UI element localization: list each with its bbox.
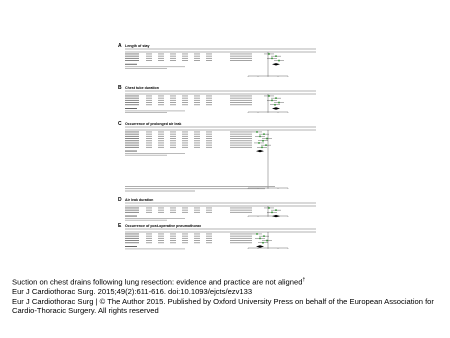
ci-text-bar bbox=[230, 56, 252, 57]
study-name-bar bbox=[125, 58, 139, 59]
data-cell-bar bbox=[170, 143, 176, 144]
data-cell-bar bbox=[158, 238, 164, 239]
data-cell-bar bbox=[206, 134, 212, 135]
data-cell-bar bbox=[194, 56, 200, 57]
total-label-bar bbox=[125, 151, 137, 152]
caption-dagger: † bbox=[302, 277, 306, 283]
data-cell-bar bbox=[170, 134, 176, 135]
overall-effect-text-bar bbox=[125, 68, 167, 69]
study-name-bar bbox=[125, 210, 139, 211]
study-name-bar bbox=[125, 145, 139, 146]
data-cell-bar bbox=[170, 132, 176, 133]
study-name-bar bbox=[125, 147, 139, 148]
ci-text-bar bbox=[230, 132, 252, 133]
ci-text-bar bbox=[230, 54, 252, 55]
ci-text-bar bbox=[230, 143, 252, 144]
total-label-bar bbox=[125, 64, 137, 65]
panel-letter: B bbox=[118, 85, 122, 91]
data-cell-bar bbox=[206, 58, 212, 59]
data-cell-bar bbox=[182, 60, 188, 61]
ci-text-bar bbox=[230, 98, 252, 99]
data-cell-bar bbox=[170, 102, 176, 103]
data-cell-bar bbox=[146, 143, 152, 144]
data-cell-bar bbox=[158, 147, 164, 148]
data-cell-bar bbox=[146, 98, 152, 99]
data-cell-bar bbox=[158, 236, 164, 237]
study-name-bar bbox=[125, 234, 139, 235]
data-cell-bar bbox=[170, 138, 176, 139]
data-cell-bar bbox=[158, 145, 164, 146]
data-cell-bar bbox=[158, 140, 164, 141]
data-cell-bar bbox=[206, 56, 212, 57]
data-cell-bar bbox=[206, 238, 212, 239]
effect-square bbox=[262, 242, 264, 244]
study-name-bar bbox=[125, 143, 139, 144]
data-cell-bar bbox=[182, 236, 188, 237]
heterogeneity-text-bar bbox=[125, 218, 185, 219]
data-cell-bar bbox=[182, 210, 188, 211]
data-cell-bar bbox=[206, 136, 212, 137]
data-cell-bar bbox=[182, 212, 188, 213]
ci-text-bar bbox=[230, 136, 252, 137]
data-cell-bar bbox=[170, 56, 176, 57]
data-cell-bar bbox=[182, 56, 188, 57]
ci-text-bar bbox=[230, 236, 252, 237]
data-cell-bar bbox=[206, 54, 212, 55]
study-name-bar bbox=[125, 102, 139, 103]
study-name-bar bbox=[125, 212, 139, 213]
effect-square bbox=[268, 207, 270, 209]
data-cell-bar bbox=[206, 140, 212, 141]
data-cell-bar bbox=[146, 100, 152, 101]
data-cell-bar bbox=[158, 242, 164, 243]
data-cell-bar bbox=[194, 98, 200, 99]
data-cell-bar bbox=[194, 102, 200, 103]
data-cell-bar bbox=[182, 238, 188, 239]
data-cell-bar bbox=[170, 100, 176, 101]
data-cell-bar bbox=[170, 145, 176, 146]
effect-square bbox=[278, 102, 280, 104]
data-cell-bar bbox=[158, 240, 164, 241]
heterogeneity-text-bar bbox=[125, 111, 185, 112]
study-name-bar bbox=[125, 240, 139, 241]
panel-title: Air leak duration bbox=[125, 198, 154, 202]
ci-text-bar bbox=[230, 208, 252, 209]
effect-square bbox=[275, 55, 277, 57]
panel-title: Length of stay bbox=[125, 44, 150, 48]
data-cell-bar bbox=[182, 208, 188, 209]
data-cell-bar bbox=[146, 212, 152, 213]
data-cell-bar bbox=[170, 238, 176, 239]
data-cell-bar bbox=[170, 136, 176, 137]
data-cell-bar bbox=[158, 100, 164, 101]
data-cell-bar bbox=[170, 236, 176, 237]
panel-letter: C bbox=[118, 121, 122, 127]
data-cell-bar bbox=[170, 58, 176, 59]
data-cell-bar bbox=[170, 212, 176, 213]
ci-text-bar bbox=[230, 147, 252, 148]
data-cell-bar bbox=[194, 234, 200, 235]
data-cell-bar bbox=[158, 98, 164, 99]
data-cell-bar bbox=[194, 242, 200, 243]
effect-square bbox=[259, 238, 261, 240]
data-cell-bar bbox=[158, 54, 164, 55]
data-cell-bar bbox=[146, 147, 152, 148]
study-name-bar bbox=[125, 236, 139, 237]
effect-square bbox=[278, 60, 280, 62]
data-cell-bar bbox=[146, 104, 152, 105]
data-cell-bar bbox=[194, 208, 200, 209]
ci-text-bar bbox=[230, 212, 252, 213]
data-cell-bar bbox=[194, 60, 200, 61]
study-name-bar bbox=[125, 56, 139, 57]
data-cell-bar bbox=[146, 102, 152, 103]
data-cell-bar bbox=[182, 54, 188, 55]
data-cell-bar bbox=[170, 210, 176, 211]
heterogeneity-text-bar bbox=[125, 153, 185, 154]
data-cell-bar bbox=[146, 145, 152, 146]
ci-text-bar bbox=[230, 102, 252, 103]
study-name-bar bbox=[125, 138, 139, 139]
data-cell-bar bbox=[194, 210, 200, 211]
data-cell-bar bbox=[170, 208, 176, 209]
data-cell-bar bbox=[158, 210, 164, 211]
caption-citation: Eur J Cardiothorac Surg. 2015;49(2):611-616. doi:10.1093/ejcts/ezv133 bbox=[12, 287, 253, 297]
study-name-bar bbox=[125, 238, 139, 239]
panel-c-note-bar bbox=[125, 188, 265, 189]
panel-letter: E bbox=[118, 223, 122, 229]
data-cell-bar bbox=[206, 102, 212, 103]
panel-letter: D bbox=[118, 197, 122, 203]
ci-text-bar bbox=[230, 58, 252, 59]
panel-title: Occurrence of post-operative pneumothorax bbox=[125, 224, 202, 228]
ci-text-bar bbox=[230, 104, 252, 105]
data-cell-bar bbox=[158, 208, 164, 209]
data-cell-bar bbox=[170, 60, 176, 61]
data-cell-bar bbox=[158, 212, 164, 213]
data-cell-bar bbox=[146, 234, 152, 235]
effect-square bbox=[259, 136, 261, 138]
data-cell-bar bbox=[146, 236, 152, 237]
data-cell-bar bbox=[206, 210, 212, 211]
ci-text-bar bbox=[230, 60, 252, 61]
data-cell-bar bbox=[182, 96, 188, 97]
data-cell-bar bbox=[146, 238, 152, 239]
ci-text-bar bbox=[230, 145, 252, 146]
study-name-bar bbox=[125, 60, 139, 61]
caption-title: Suction on chest drains following lung resection: evidence and practice are not aligned bbox=[12, 277, 303, 287]
data-cell-bar bbox=[194, 100, 200, 101]
data-cell-bar bbox=[146, 96, 152, 97]
data-cell-bar bbox=[146, 134, 152, 135]
data-cell-bar bbox=[206, 138, 212, 139]
data-cell-bar bbox=[158, 56, 164, 57]
data-cell-bar bbox=[182, 132, 188, 133]
data-cell-bar bbox=[206, 98, 212, 99]
data-cell-bar bbox=[194, 147, 200, 148]
data-cell-bar bbox=[146, 132, 152, 133]
data-cell-bar bbox=[182, 145, 188, 146]
ci-text-bar bbox=[230, 238, 252, 239]
heterogeneity-text-bar bbox=[125, 66, 185, 67]
data-cell-bar bbox=[146, 60, 152, 61]
data-cell-bar bbox=[158, 234, 164, 235]
data-cell-bar bbox=[170, 240, 176, 241]
data-cell-bar bbox=[206, 147, 212, 148]
caption-copyright-2: Cardio-Thoracic Surgery. All rights reserved bbox=[12, 306, 159, 316]
ci-text-bar bbox=[230, 240, 252, 241]
data-cell-bar bbox=[194, 212, 200, 213]
effect-square bbox=[266, 240, 268, 242]
study-name-bar bbox=[125, 54, 139, 55]
data-cell-bar bbox=[182, 143, 188, 144]
data-cell-bar bbox=[158, 58, 164, 59]
data-cell-bar bbox=[146, 54, 152, 55]
study-name-bar bbox=[125, 134, 139, 135]
data-cell-bar bbox=[194, 236, 200, 237]
overall-effect-text-bar bbox=[125, 155, 167, 156]
data-cell-bar bbox=[158, 96, 164, 97]
data-cell-bar bbox=[194, 54, 200, 55]
data-cell-bar bbox=[170, 234, 176, 235]
data-cell-bar bbox=[182, 234, 188, 235]
study-name-bar bbox=[125, 140, 139, 141]
heterogeneity-text-bar bbox=[125, 249, 185, 250]
data-cell-bar bbox=[146, 140, 152, 141]
overall-effect-text-bar bbox=[125, 112, 167, 113]
effect-square bbox=[258, 142, 260, 144]
ci-text-bar bbox=[230, 140, 252, 141]
effect-square bbox=[265, 144, 267, 146]
data-cell-bar bbox=[206, 60, 212, 61]
data-cell-bar bbox=[182, 240, 188, 241]
ci-text-bar bbox=[230, 210, 252, 211]
effect-square bbox=[271, 100, 273, 102]
data-cell-bar bbox=[206, 145, 212, 146]
effect-square bbox=[266, 138, 268, 140]
panel-letter: A bbox=[118, 43, 122, 49]
study-name-bar bbox=[125, 100, 139, 101]
data-cell-bar bbox=[170, 96, 176, 97]
data-cell-bar bbox=[170, 147, 176, 148]
data-cell-bar bbox=[146, 208, 152, 209]
figure-caption bbox=[12, 276, 442, 316]
study-name-bar bbox=[125, 98, 139, 99]
forest-plot-figure bbox=[118, 40, 330, 250]
study-name-bar bbox=[125, 104, 139, 105]
effect-square bbox=[256, 233, 258, 235]
panel-title: Occurrence of prolonged air leak bbox=[125, 122, 182, 126]
data-cell-bar bbox=[182, 102, 188, 103]
data-cell-bar bbox=[182, 140, 188, 141]
data-cell-bar bbox=[146, 240, 152, 241]
data-cell-bar bbox=[206, 234, 212, 235]
data-cell-bar bbox=[182, 136, 188, 137]
data-cell-bar bbox=[194, 138, 200, 139]
effect-square bbox=[275, 97, 277, 99]
effect-square bbox=[263, 133, 265, 135]
ci-text-bar bbox=[230, 134, 252, 135]
effect-square bbox=[275, 209, 277, 211]
data-cell-bar bbox=[206, 240, 212, 241]
data-cell-bar bbox=[206, 132, 212, 133]
data-cell-bar bbox=[194, 145, 200, 146]
data-cell-bar bbox=[158, 60, 164, 61]
data-cell-bar bbox=[146, 136, 152, 137]
overall-effect-text-bar bbox=[125, 220, 167, 221]
ci-text-bar bbox=[230, 138, 252, 139]
data-cell-bar bbox=[206, 242, 212, 243]
data-cell-bar bbox=[194, 240, 200, 241]
caption-copyright-1: Eur J Cardiothorac Surg | © The Author 2015. Published by Oxford University Press on behalf of the European Association for bbox=[12, 296, 434, 306]
data-cell-bar bbox=[170, 104, 176, 105]
data-cell-bar bbox=[158, 132, 164, 133]
pooled-diamond bbox=[256, 150, 264, 152]
data-cell-bar bbox=[194, 132, 200, 133]
total-label-bar bbox=[125, 246, 137, 247]
data-cell-bar bbox=[158, 134, 164, 135]
data-cell-bar bbox=[182, 138, 188, 139]
data-cell-bar bbox=[182, 242, 188, 243]
study-name-bar bbox=[125, 208, 139, 209]
data-cell-bar bbox=[206, 236, 212, 237]
data-cell-bar bbox=[194, 136, 200, 137]
effect-square bbox=[262, 140, 264, 142]
data-cell-bar bbox=[146, 56, 152, 57]
data-cell-bar bbox=[170, 98, 176, 99]
study-name-bar bbox=[125, 242, 139, 243]
effect-square bbox=[271, 212, 273, 214]
pooled-diamond bbox=[256, 245, 264, 247]
data-cell-bar bbox=[170, 54, 176, 55]
panel-c-note-bar bbox=[125, 191, 195, 192]
effect-square bbox=[263, 235, 265, 237]
data-cell-bar bbox=[194, 104, 200, 105]
effect-square bbox=[256, 131, 258, 133]
data-cell-bar bbox=[206, 104, 212, 105]
effect-square bbox=[261, 147, 263, 149]
ci-text-bar bbox=[230, 234, 252, 235]
data-cell-bar bbox=[206, 212, 212, 213]
data-cell-bar bbox=[206, 96, 212, 97]
data-cell-bar bbox=[194, 140, 200, 141]
data-cell-bar bbox=[194, 58, 200, 59]
ci-text-bar bbox=[230, 100, 252, 101]
ci-text-bar bbox=[230, 242, 252, 243]
data-cell-bar bbox=[158, 138, 164, 139]
data-cell-bar bbox=[194, 143, 200, 144]
panel-title: Chest tube duration bbox=[125, 86, 159, 90]
data-cell-bar bbox=[182, 104, 188, 105]
data-cell-bar bbox=[170, 242, 176, 243]
effect-square bbox=[268, 53, 270, 55]
data-cell-bar bbox=[146, 138, 152, 139]
data-cell-bar bbox=[146, 58, 152, 59]
data-cell-bar bbox=[206, 100, 212, 101]
ci-text-bar bbox=[230, 96, 252, 97]
data-cell-bar bbox=[194, 134, 200, 135]
total-label-bar bbox=[125, 216, 137, 217]
data-cell-bar bbox=[170, 140, 176, 141]
effect-square bbox=[274, 104, 276, 106]
data-cell-bar bbox=[182, 134, 188, 135]
data-cell-bar bbox=[182, 58, 188, 59]
total-label-bar bbox=[125, 108, 137, 109]
data-cell-bar bbox=[206, 208, 212, 209]
pooled-diamond bbox=[272, 63, 280, 65]
data-cell-bar bbox=[182, 98, 188, 99]
data-cell-bar bbox=[206, 143, 212, 144]
pooled-diamond bbox=[272, 107, 280, 109]
data-cell-bar bbox=[158, 136, 164, 137]
data-cell-bar bbox=[146, 242, 152, 243]
data-cell-bar bbox=[158, 102, 164, 103]
data-cell-bar bbox=[158, 104, 164, 105]
data-cell-bar bbox=[194, 96, 200, 97]
effect-square bbox=[271, 58, 273, 60]
effect-square bbox=[268, 95, 270, 97]
caption-title-line bbox=[12, 276, 442, 287]
data-cell-bar bbox=[182, 147, 188, 148]
study-name-bar bbox=[125, 96, 139, 97]
study-name-bar bbox=[125, 136, 139, 137]
panel-c-note-bar bbox=[125, 186, 275, 187]
data-cell-bar bbox=[146, 210, 152, 211]
data-cell-bar bbox=[194, 238, 200, 239]
study-name-bar bbox=[125, 132, 139, 133]
data-cell-bar bbox=[158, 143, 164, 144]
data-cell-bar bbox=[182, 100, 188, 101]
